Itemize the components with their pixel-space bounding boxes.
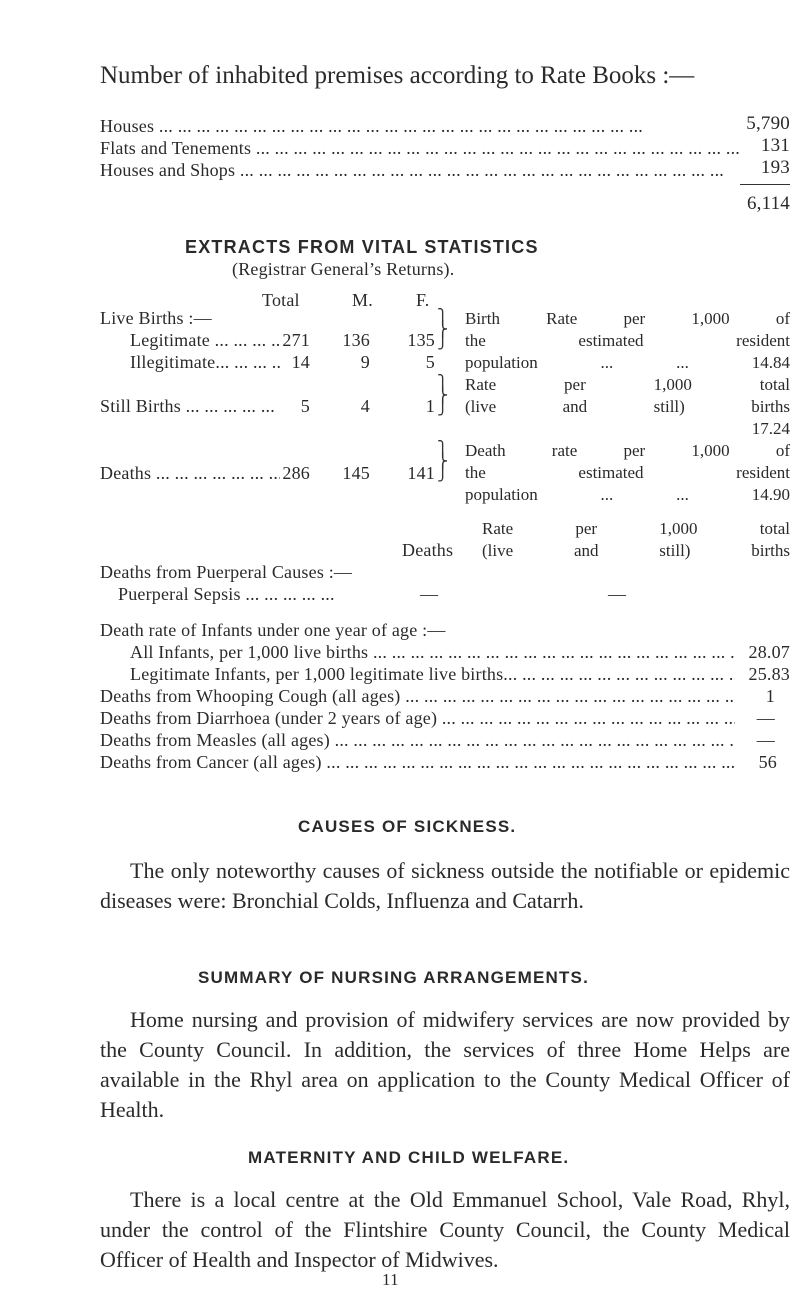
puerperal-heading: Deaths from Puerperal Causes :—	[100, 562, 353, 582]
still-births-total: 5	[300, 396, 310, 416]
premises-row-houses-label: Houses ... .	[100, 116, 740, 137]
col-f-header: F.	[416, 290, 430, 310]
nursing-paragraph: Home nursing and provision of midwifery services are now provided by the County Council. In addition, the services of three Home Helps are available in the Rhyl area on application to the County Medical Officer of Health.	[100, 1007, 790, 1122]
premises-row-shops-label: Houses and Shops ... .	[100, 160, 740, 181]
sickness-paragraph: The only noteworthy causes of sickness outside the notifiable or epidemic diseases were: Bronchial Colds, Influenza and Catarrh.	[100, 858, 790, 913]
maternity-heading: MATERNITY AND CHILD WELFARE.	[248, 1148, 570, 1167]
illegitimate-m: 9	[360, 352, 370, 372]
illegitimate-total: 14	[291, 352, 310, 372]
deaths-col-label: Deaths	[402, 540, 454, 560]
infants-row-legit-value: 25.83	[748, 664, 790, 684]
puerperal-sepsis-label: Puerperal Sepsis ... ... ... ... ...	[118, 584, 335, 604]
maternity-paragraph: There is a local centre at the Old Emmanuel School, Vale Road, Rhyl, under the control of the Flintshire County Council, the County Medical Officer of Health and Inspector of Midwives.	[100, 1187, 790, 1272]
whooping-cough-value: 1	[765, 686, 775, 706]
sickness-heading: CAUSES OF SICKNESS.	[298, 817, 517, 836]
deaths-f: 141	[407, 463, 435, 483]
nursing-heading: SUMMARY OF NURSING ARRANGEMENTS.	[198, 968, 590, 987]
cancer-label: Deaths from Cancer (all ages) ... .	[100, 752, 735, 773]
infants-heading: Death rate of Infants under one year of age :—	[100, 620, 446, 640]
premises-row-shops-value: 193	[760, 157, 790, 178]
legitimate-f: 135	[407, 330, 435, 350]
birth-rate-text: Birth Rate per 1,000 of the estimated resident population ... ... 14.84	[465, 309, 790, 372]
death-rate-text: Death rate per 1,000 of the estimated resident population ... ... 14.90	[465, 441, 790, 504]
total-rule	[740, 184, 790, 185]
col-m-header: M.	[352, 290, 373, 310]
premises-row-houses-value: 5,790	[746, 113, 790, 134]
deaths-total: 286	[282, 463, 310, 483]
page-number: 11	[382, 1270, 399, 1289]
brace-deaths: ⎫ ⎬ ⎭	[437, 442, 449, 482]
legitimate-label: Legitimate ... .	[130, 330, 280, 351]
puerperal-sepsis-deaths: —	[420, 584, 439, 604]
legitimate-total: 271	[282, 330, 310, 350]
premises-total: 6,114	[746, 193, 790, 214]
vital-subheading: (Registrar General’s Returns).	[232, 259, 455, 279]
premises-row-flats-label: Flats and Tenements ... .	[100, 138, 740, 159]
deaths-m: 145	[342, 463, 370, 483]
cancer-value: 56	[758, 752, 777, 772]
still-births-f: 1	[425, 396, 435, 416]
measles-value: —	[756, 730, 775, 750]
legitimate-m: 136	[342, 330, 370, 350]
live-births-label: Live Births :—	[100, 308, 212, 328]
brace-births: ⎫ ⎬ ⎭	[437, 310, 449, 350]
vital-heading: EXTRACTS FROM VITAL STATISTICS	[185, 237, 539, 257]
total-rate-text: Rate per 1,000 total (live and still) births 17.24	[465, 375, 790, 438]
rate-total-births-label: Rate per 1,000 total (live and still) births	[482, 519, 790, 560]
puerperal-sepsis-rate: —	[608, 584, 627, 604]
diarrhoea-label: Deaths from Diarrhoea (under 2 years of age) ... .	[100, 708, 735, 729]
illegitimate-label: Illegitimate... ... .	[130, 352, 280, 373]
measles-label: Deaths from Measles (all ages) ... .	[100, 730, 735, 751]
col-total-header: Total	[262, 290, 300, 310]
infants-row-legit-label: Legitimate Infants, per 1,000 legitimate live births... ... .	[130, 664, 735, 685]
whooping-cough-label: Deaths from Whooping Cough (all ages) ... .	[100, 686, 735, 707]
deaths-label: Deaths ... .	[100, 463, 280, 484]
still-births-m: 4	[360, 396, 370, 416]
premises-row-flats-value: 131	[760, 135, 790, 156]
infants-row-all-value: 28.07	[748, 642, 790, 662]
diarrhoea-value: —	[756, 708, 775, 728]
infants-row-all-label: All Infants, per 1,000 live births ... .	[130, 642, 735, 663]
premises-heading: Number of inhabited premises according to Rate Books :—	[100, 62, 695, 89]
illegitimate-f: 5	[425, 352, 435, 372]
still-births-label: Still Births ... .	[100, 396, 280, 417]
brace-still: ⎫ ⎬ ⎭	[437, 376, 449, 416]
